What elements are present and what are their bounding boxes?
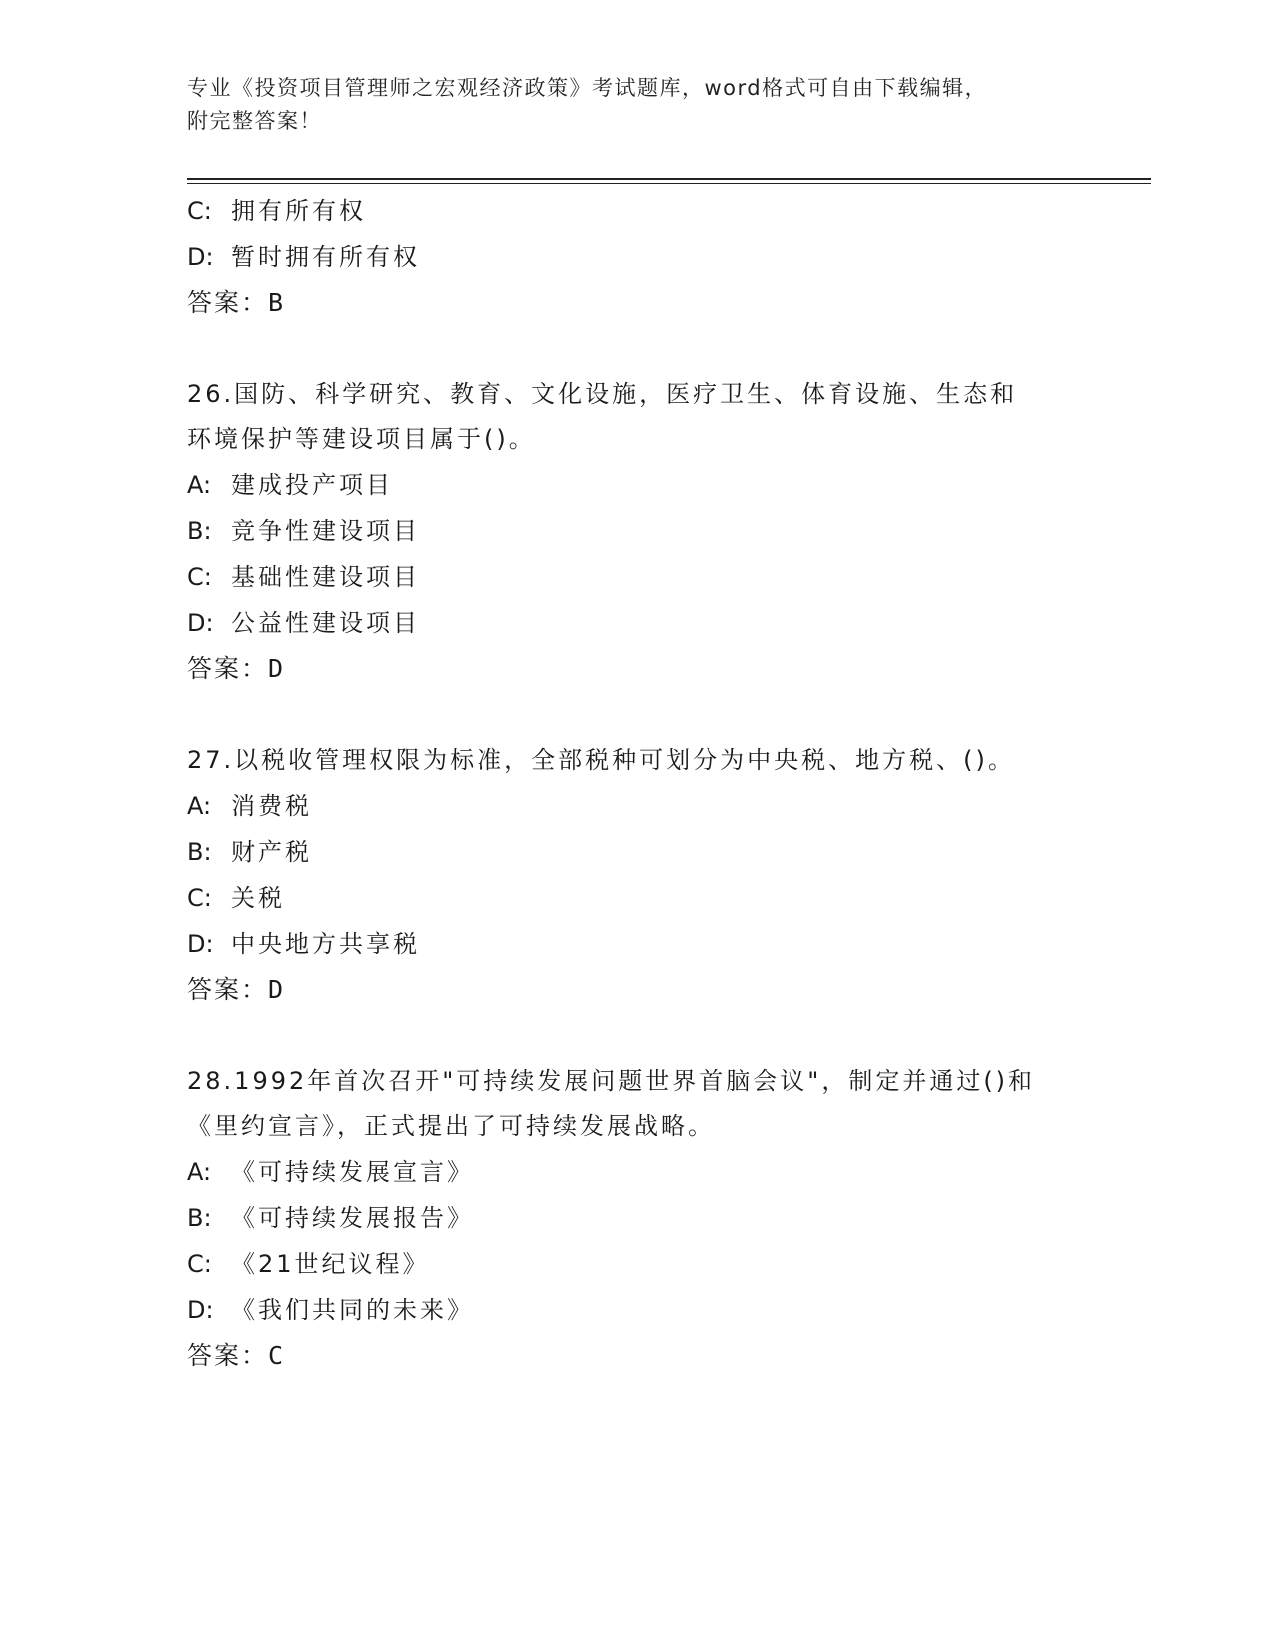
header-divider-thin [187,183,1151,184]
question-stem-line: 环境保护等建设项目属于()。 [187,425,536,453]
question-stem-line: 26.国防、科学研究、教育、文化设施，医疗卫生、体育设施、生态和 [187,380,1018,408]
option-key: D: [187,930,214,958]
option-text: 拥有所有权 [231,197,366,225]
option-key: C: [187,563,212,591]
option-key: D: [187,1296,214,1324]
option-key: D: [187,243,214,271]
option-a [187,462,1107,508]
option-text: 公益性建设项目 [231,609,420,637]
answer-value: B [268,288,285,317]
option-text: 关税 [231,884,285,912]
option-key: A: [187,792,212,820]
option-key: C: [187,1250,212,1278]
answer-line [187,646,1107,692]
option-d [187,234,1107,280]
answer-label: 答案： [187,975,269,1004]
header-line-1: 专业《投资项目管理师之宏观经济政策》考试题库，word格式可自由下载编辑， [187,76,988,100]
option-key: A: [187,1158,212,1186]
option-key: B: [187,838,212,866]
option-text: 《可持续发展报告》 [231,1204,474,1232]
option-c [187,1241,1107,1287]
answer-line [187,967,1107,1013]
option-d [187,921,1107,967]
answer-label: 答案： [187,288,269,317]
question-stem-line: 《里约宣言》，正式提出了可持续发展战略。 [187,1112,715,1140]
question-27 [187,738,1107,1013]
option-text: 中央地方共享税 [231,930,420,958]
answer-value: C [268,1341,285,1370]
option-text: 竞争性建设项目 [231,517,420,545]
option-b [187,829,1107,875]
option-c [187,875,1107,921]
question-stem-line: 28.1992年首次召开"可持续发展问题世界首脑会议"，制定并通过()和 [187,1067,1036,1095]
option-d [187,1287,1107,1333]
option-b [187,508,1107,554]
answer-line [187,1333,1107,1379]
option-text: 《可持续发展宣言》 [231,1158,474,1186]
option-key: A: [187,471,212,499]
question-stem-line: 27.以税收管理权限为标准，全部税种可划分为中央税、地方税、()。 [187,746,1015,774]
option-text: 《21世纪议程》 [231,1250,430,1278]
option-b [187,1195,1107,1241]
answer-value: D [268,975,285,1004]
header-divider-thick [187,178,1151,180]
option-a [187,1149,1107,1195]
option-c [187,554,1107,600]
answer-line [187,280,1107,326]
option-text: 基础性建设项目 [231,563,420,591]
question-26 [187,372,1107,692]
document-header [187,72,1087,138]
question-28 [187,1059,1107,1379]
header-line-2: 附完整答案！ [187,109,322,133]
question-continued [187,188,1107,326]
option-text: 暂时拥有所有权 [231,243,420,271]
option-key: C: [187,197,212,225]
option-text: 消费税 [231,792,312,820]
option-text: 《我们共同的未来》 [231,1296,474,1324]
answer-label: 答案： [187,654,269,683]
answer-label: 答案： [187,1341,269,1370]
option-key: B: [187,1204,212,1232]
question-list [187,188,1107,1379]
option-key: C: [187,884,212,912]
option-a [187,783,1107,829]
option-key: B: [187,517,212,545]
option-d [187,600,1107,646]
option-c [187,188,1107,234]
option-text: 建成投产项目 [231,471,393,499]
answer-value: D [268,654,285,683]
option-key: D: [187,609,214,637]
option-text: 财产税 [231,838,312,866]
